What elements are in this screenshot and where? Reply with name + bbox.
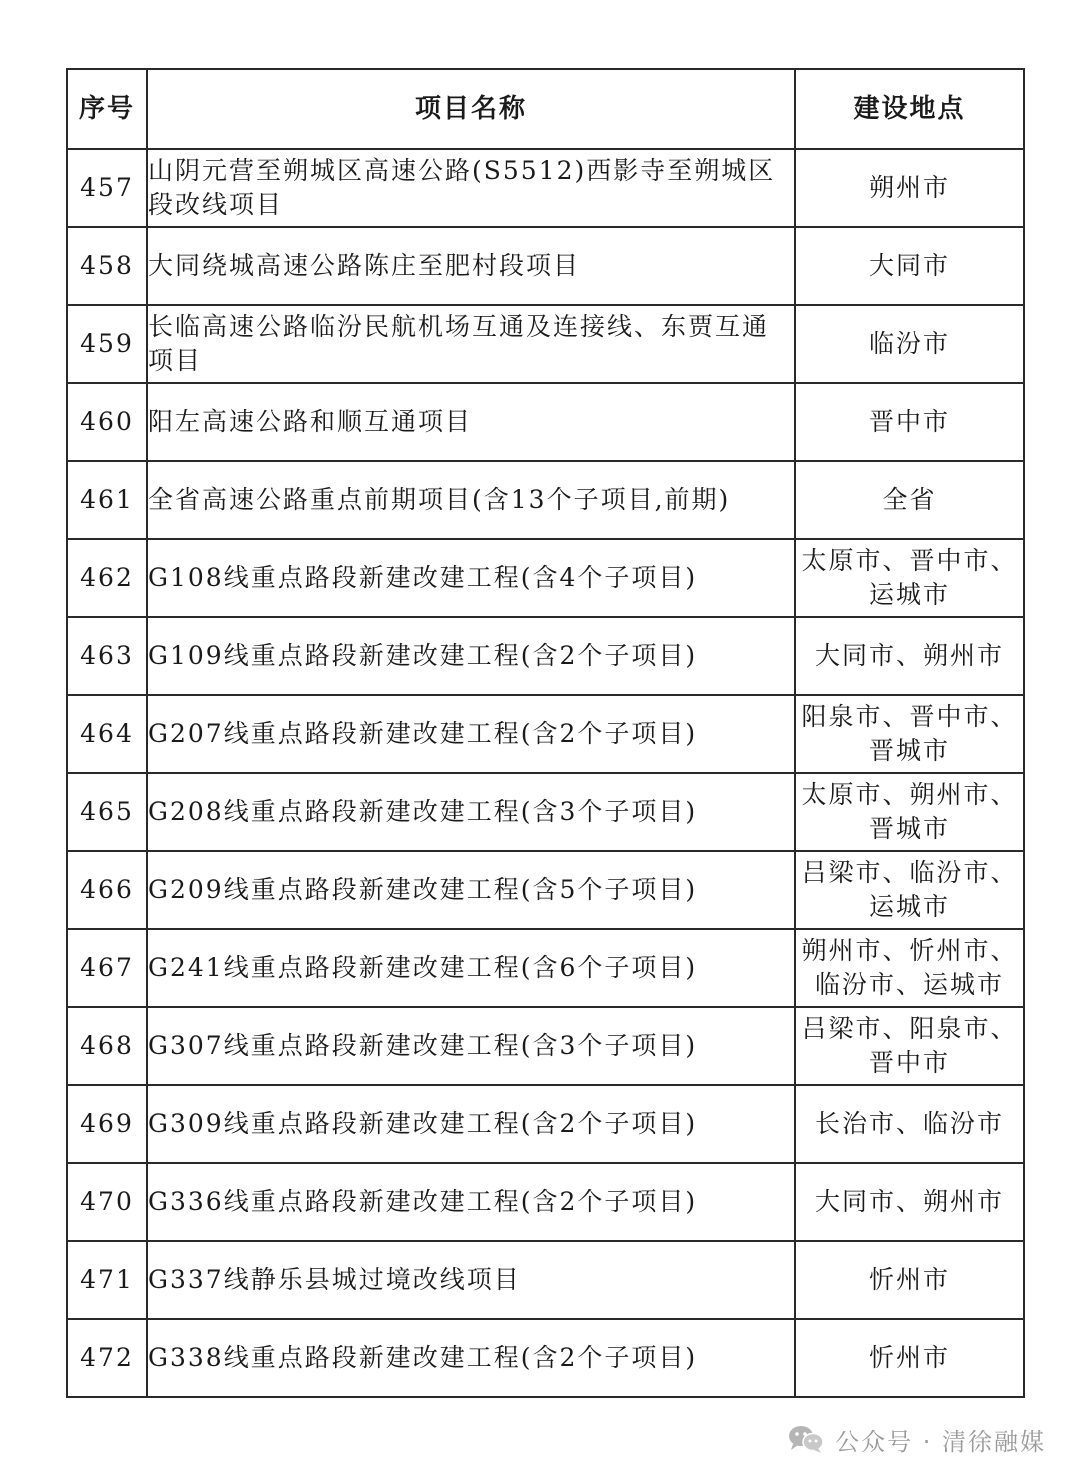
project-location: 晋中市 — [795, 383, 1024, 461]
project-name: G336线重点路段新建改建工程(含2个子项目) — [147, 1163, 795, 1241]
row-number: 469 — [67, 1085, 147, 1163]
project-location: 全省 — [795, 461, 1024, 539]
header-no: 序号 — [67, 69, 147, 149]
project-name: G307线重点路段新建改建工程(含3个子项目) — [147, 1007, 795, 1085]
project-name: G241线重点路段新建改建工程(含6个子项目) — [147, 929, 795, 1007]
watermark — [787, 1419, 1046, 1459]
project-location: 太原市、晋中市、运城市 — [795, 539, 1024, 617]
table-row — [67, 1007, 1024, 1085]
row-number: 461 — [67, 461, 147, 539]
project-name: 阳左高速公路和顺互通项目 — [147, 383, 795, 461]
project-location: 大同市 — [795, 227, 1024, 305]
table-row — [67, 773, 1024, 851]
project-location: 阳泉市、晋中市、晋城市 — [795, 695, 1024, 773]
table-row — [67, 1085, 1024, 1163]
project-location: 忻州市 — [795, 1241, 1024, 1319]
row-number: 466 — [67, 851, 147, 929]
project-name: 全省高速公路重点前期项目(含13个子项目,前期) — [147, 461, 795, 539]
wechat-icon — [787, 1424, 825, 1454]
table-row — [67, 1163, 1024, 1241]
project-location: 忻州市 — [795, 1319, 1024, 1397]
table-row — [67, 695, 1024, 773]
row-number: 460 — [67, 383, 147, 461]
table-row — [67, 227, 1024, 305]
project-location: 吕梁市、阳泉市、晋中市 — [795, 1007, 1024, 1085]
header-name: 项目名称 — [147, 69, 795, 149]
project-location: 朔州市、忻州市、临汾市、运城市 — [795, 929, 1024, 1007]
table-row — [67, 851, 1024, 929]
header-location: 建设地点 — [795, 69, 1024, 149]
row-number: 467 — [67, 929, 147, 1007]
table-row — [67, 149, 1024, 227]
project-name: G109线重点路段新建改建工程(含2个子项目) — [147, 617, 795, 695]
project-location: 长治市、临汾市 — [795, 1085, 1024, 1163]
row-number: 457 — [67, 149, 147, 227]
row-number: 472 — [67, 1319, 147, 1397]
table-body — [67, 149, 1024, 1397]
project-location: 吕梁市、临汾市、运城市 — [795, 851, 1024, 929]
row-number: 459 — [67, 305, 147, 383]
project-name: G108线重点路段新建改建工程(含4个子项目) — [147, 539, 795, 617]
table-row — [67, 461, 1024, 539]
project-name: G309线重点路段新建改建工程(含2个子项目) — [147, 1085, 795, 1163]
row-number: 463 — [67, 617, 147, 695]
row-number: 465 — [67, 773, 147, 851]
project-name: G209线重点路段新建改建工程(含5个子项目) — [147, 851, 795, 929]
project-location: 临汾市 — [795, 305, 1024, 383]
watermark-text: 公众号 · 清徐融媒 — [835, 1427, 1046, 1456]
project-name: G338线重点路段新建改建工程(含2个子项目) — [147, 1319, 795, 1397]
project-name: 长临高速公路临汾民航机场互通及连接线、东贾互通项目 — [147, 305, 795, 383]
table-header — [67, 69, 1024, 149]
header-row — [67, 69, 1024, 149]
project-name: G208线重点路段新建改建工程(含3个子项目) — [147, 773, 795, 851]
table-row — [67, 383, 1024, 461]
project-location: 大同市、朔州市 — [795, 1163, 1024, 1241]
project-location: 朔州市 — [795, 149, 1024, 227]
project-location: 太原市、朔州市、晋城市 — [795, 773, 1024, 851]
table-row — [67, 1241, 1024, 1319]
table-row — [67, 929, 1024, 1007]
row-number: 468 — [67, 1007, 147, 1085]
table-row — [67, 617, 1024, 695]
project-name: G337线静乐县城过境改线项目 — [147, 1241, 795, 1319]
row-number: 462 — [67, 539, 147, 617]
project-name: G207线重点路段新建改建工程(含2个子项目) — [147, 695, 795, 773]
row-number: 458 — [67, 227, 147, 305]
project-table — [66, 68, 1025, 1398]
project-name: 大同绕城高速公路陈庄至肥村段项目 — [147, 227, 795, 305]
row-number: 464 — [67, 695, 147, 773]
project-name: 山阴元营至朔城区高速公路(S5512)西影寺至朔城区段改线项目 — [147, 149, 795, 227]
table-row — [67, 305, 1024, 383]
row-number: 470 — [67, 1163, 147, 1241]
project-location: 大同市、朔州市 — [795, 617, 1024, 695]
row-number: 471 — [67, 1241, 147, 1319]
table-row — [67, 539, 1024, 617]
table-row — [67, 1319, 1024, 1397]
